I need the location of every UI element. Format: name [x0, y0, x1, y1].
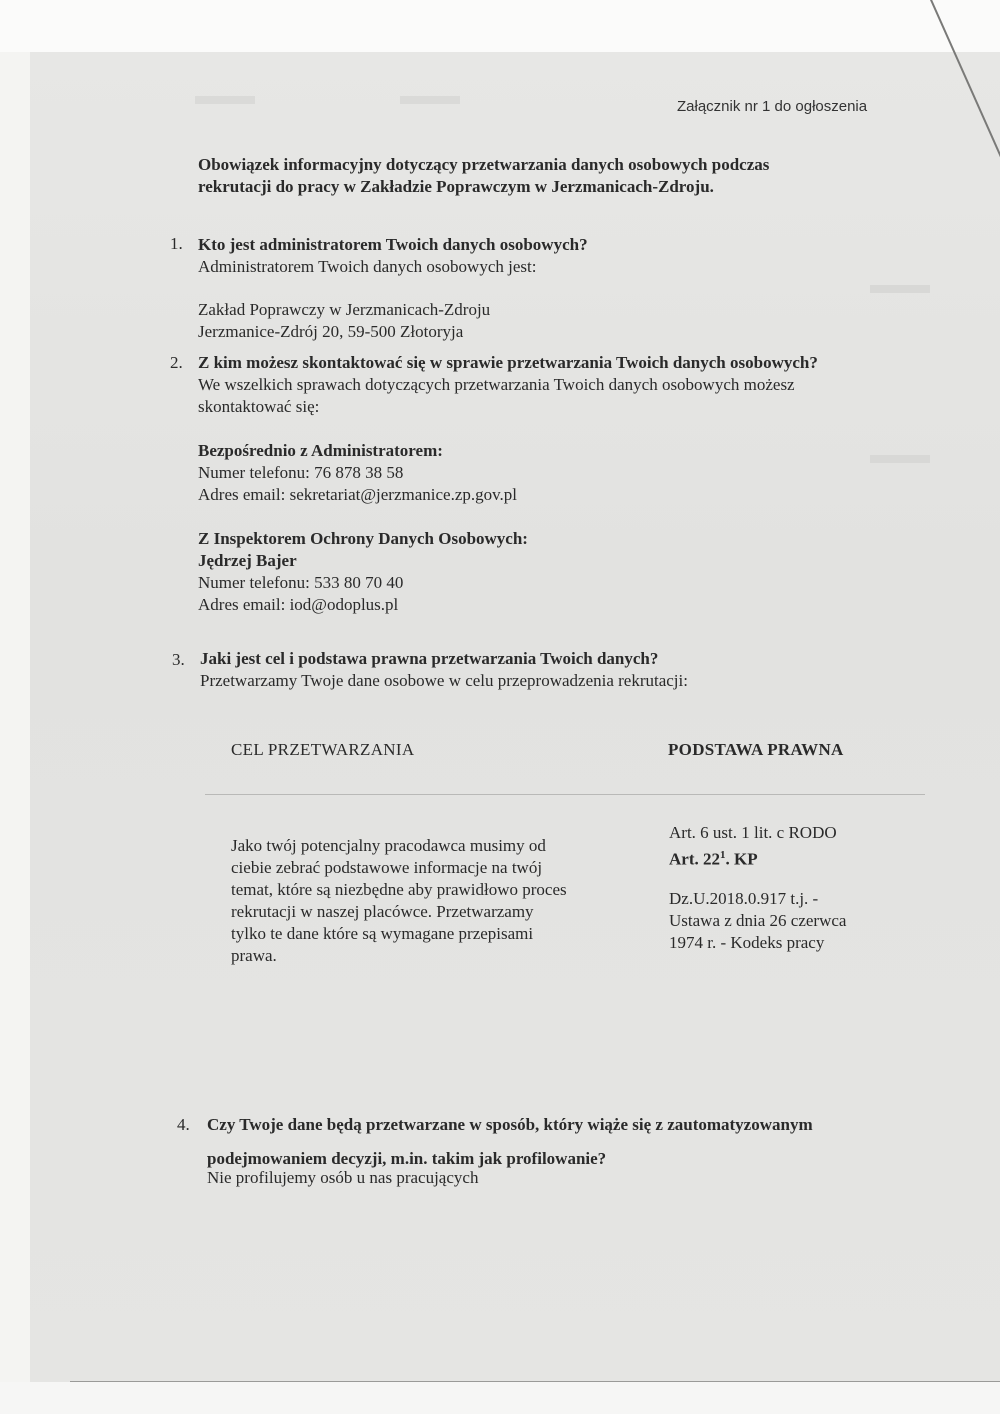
purpose-line-3: temat, które są niezbędne aby prawidłowo proces	[231, 880, 567, 899]
section-4-heading-line-1: Czy Twoje dane będą przetwarzane w sposób, który wiąże się z zautomatyzowanym	[207, 1115, 813, 1134]
legal-basis-kp-article: Art. 22	[669, 849, 720, 869]
legal-basis-act-line-2: 1974 r. - Kodeks pracy	[669, 933, 825, 952]
table-header-purpose: CEL PRZETWARZANIA	[231, 740, 415, 759]
purpose-line-2: ciebie zebrać podstawowe informacje na twój	[231, 858, 543, 877]
document-title-line-2: rekrutacji do pracy w Zakładzie Poprawczym w Jerzmanicach-Zdroju.	[198, 177, 714, 196]
table-divider	[205, 794, 925, 795]
admin-email: Adres email: sekretariat@jerzmanice.zp.gov.pl	[198, 485, 517, 504]
annex-label: Załącznik nr 1 do ogłoszenia	[677, 98, 868, 115]
section-3-heading: Jaki jest cel i podstawa prawna przetwarzania Twoich danych?	[200, 649, 659, 668]
section-1-heading: Kto jest administratorem Twoich danych osobowych?	[198, 235, 588, 254]
section-1-number: 1.	[170, 234, 183, 253]
bleed-through-mark	[870, 455, 930, 463]
section-2-text-line-1: We wszelkich sprawach dotyczących przetwarzania Twoich danych osobowych możesz	[198, 375, 795, 394]
iod-phone: Numer telefonu: 533 80 70 40	[198, 573, 404, 592]
legal-basis-kp-tail: . KP	[725, 849, 758, 869]
bleed-through-mark	[400, 96, 460, 104]
section-2-number: 2.	[170, 353, 183, 372]
legal-basis-kp-superscript: 1	[719, 849, 726, 861]
purpose-line-4: rekrutacji w naszej placówce. Przetwarzamy	[231, 902, 534, 921]
section-1-text: Administratorem Twoich danych osobowych jest:	[198, 257, 537, 276]
purpose-line-5: tylko te dane które są wymagane przepisami	[231, 924, 534, 943]
page-edge-line	[70, 1381, 1000, 1382]
section-2-heading: Z kim możesz skontaktować się w sprawie przetwarzania Twoich danych osobowych?	[198, 353, 818, 372]
admin-contact-heading: Bezpośrednio z Administratorem:	[198, 441, 443, 460]
purpose-line-1: Jako twój potencjalny pracodawca musimy od	[231, 836, 546, 855]
section-3-number: 3.	[172, 650, 185, 669]
legal-basis-kp	[669, 844, 758, 871]
legal-basis-journal: Dz.U.2018.0.917 t.j. -	[669, 889, 819, 908]
legal-basis-rodo: Art. 6 ust. 1 lit. c RODO	[669, 823, 837, 842]
legal-basis-act-line-1: Ustawa z dnia 26 czerwca	[669, 911, 847, 930]
section-3-text: Przetwarzamy Twoje dane osobowe w celu przeprowadzenia rekrutacji:	[200, 671, 688, 690]
section-4-text: Nie profilujemy osób u nas pracujących	[207, 1168, 479, 1187]
purpose-line-6: prawa.	[231, 946, 277, 965]
bleed-through-mark	[870, 285, 930, 293]
scan-top-margin	[0, 0, 1000, 52]
iod-email: Adres email: iod@odoplus.pl	[198, 595, 399, 614]
section-4-number: 4.	[177, 1115, 190, 1134]
administrator-address: Jerzmanice-Zdrój 20, 59-500 Złotoryja	[198, 322, 464, 341]
scan-bottom-margin	[0, 1382, 1000, 1414]
table-header-legal-basis: PODSTAWA PRAWNA	[668, 740, 844, 759]
bleed-through-mark	[195, 96, 255, 104]
admin-phone: Numer telefonu: 76 878 38 58	[198, 463, 404, 482]
section-4-heading-line-2: podejmowaniem decyzji, m.in. takim jak profilowanie?	[207, 1149, 607, 1168]
iod-contact-heading: Z Inspektorem Ochrony Danych Osobowych:	[198, 529, 528, 548]
document-title-line-1: Obowiązek informacyjny dotyczący przetwarzania danych osobowych podczas	[198, 155, 770, 174]
iod-name: Jędrzej Bajer	[198, 551, 297, 570]
section-2-text-line-2: skontaktować się:	[198, 397, 320, 416]
administrator-name: Zakład Poprawczy w Jerzmanicach-Zdroju	[198, 300, 491, 319]
